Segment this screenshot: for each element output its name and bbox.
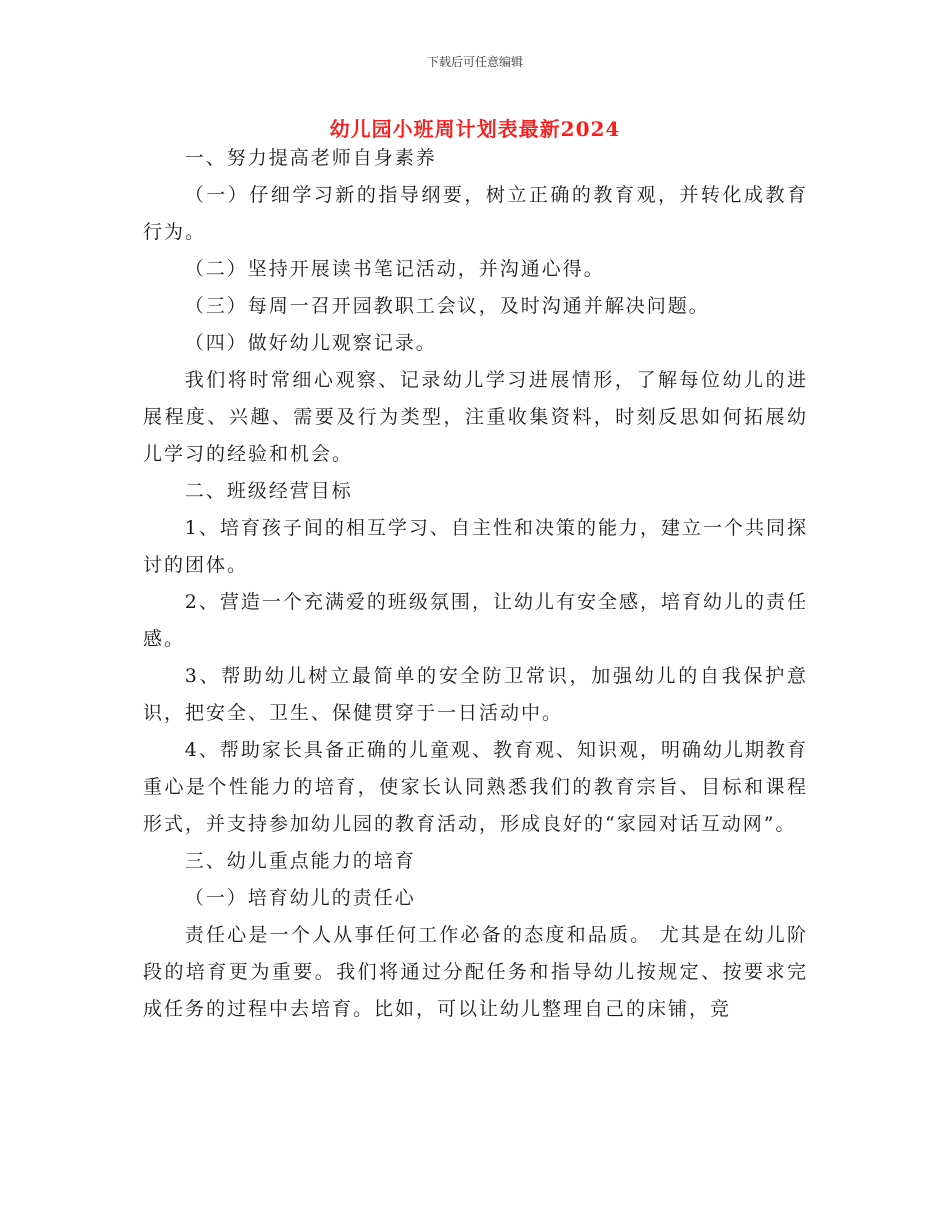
section-heading-1: 一、努力提高老师自身素养	[184, 147, 437, 169]
paragraph: 3、帮助幼儿树立最简单的安全防卫常识，加强幼儿的自我保护意识，把安全、卫生、保健贯穿于一日活动中。	[143, 665, 808, 724]
section-heading-3: 三、幼儿重点能力的培育	[184, 850, 416, 872]
paragraph: 责任心是一个人从事任何工作必备的态度和品质。 尤其是在幼儿阶段的培育更为重要。我们将通过分配任务和指导幼儿按规定、按要求完成任务的过程中去培育。比如，可以让幼儿整理自己的床铺，竞	[143, 924, 808, 1020]
paragraph: （二）坚持开展读书笔记活动，并沟通心得。	[184, 258, 605, 280]
paragraph: 1、培育孩子间的相互学习、自主性和决策的能力，建立一个共同探讨的团体。	[143, 517, 808, 576]
document-title: 幼儿园小班周计划表最新2024	[329, 117, 621, 141]
paragraph: 我们将时常细心观察、记录幼儿学习进展情形，了解每位幼儿的进展程度、兴趣、需要及行为类型，注重收集资料，时刻反思如何拓展幼儿学习的经验和机会。	[143, 369, 808, 465]
paragraph: 2、营造一个充满爱的班级氛围，让幼儿有安全感，培育幼儿的责任感。	[143, 591, 808, 650]
paragraph: （四）做好幼儿观察记录。	[184, 332, 437, 354]
paragraph: 4、帮助家长具备正确的儿童观、教育观、知识观，明确幼儿期教育重心是个性能力的培育，使家长认同熟悉我们的教育宗旨、目标和课程形式，并支持参加幼儿园的教育活动，形成良好的“家园对话互动网”。	[143, 739, 808, 835]
document-body	[143, 140, 808, 1028]
header-note: 下载后可任意编辑	[426, 55, 523, 69]
paragraph: （一）仔细学习新的指导纲要，树立正确的教育观，并转化成教育行为。	[143, 184, 808, 243]
paragraph: （三）每周一召开园教职工会议，及时沟通并解决问题。	[184, 295, 710, 317]
paragraph: （一）培育幼儿的责任心	[184, 887, 416, 909]
section-heading-2: 二、班级经营目标	[184, 480, 353, 502]
